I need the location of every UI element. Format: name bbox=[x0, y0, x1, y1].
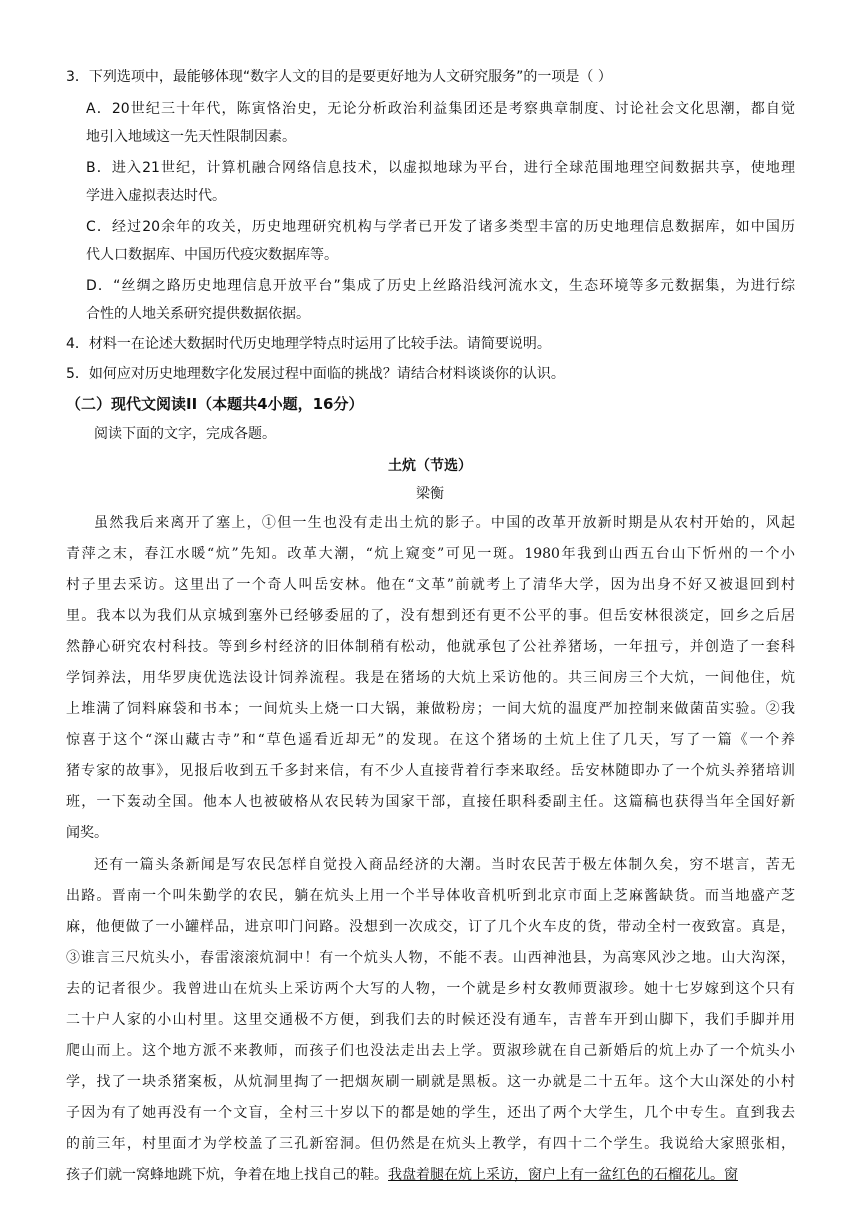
article-underlined-text: 我盘着腿在炕上采访，窗户上有一盆红色的石榴花儿。窗 bbox=[388, 1167, 738, 1183]
article-paragraph-2-line: 爬山而上。这个地方派不来教师，而孩子们也没法走出去上学。贾淑珍就在自己新婚后的炕上办了一个炕头小 bbox=[66, 1043, 795, 1059]
question-3-option-a: A．20世纪三十年代，陈寅恪治史，无论分析政治利益集团还是考察典章制度、讨论社会文化思潮，都自觉 bbox=[86, 101, 795, 117]
section-instruction: 阅读下面的文字，完成各题。 bbox=[94, 426, 276, 442]
question-3-option-b: B．进入21世纪，计算机融合网络信息技术，以虚拟地球为平台，进行全球范围地理空间数据共享，使地理 bbox=[86, 160, 795, 176]
question-3-option-d: D．“丝绸之路历史地理信息开放平台”集成了历史上丝路沿线河流水文，生态环境等多元数据集，为进行综 bbox=[86, 278, 795, 294]
question-4: 4．材料一在论述大数据时代历史地理学特点时运用了比较手法。请简要说明。 bbox=[66, 336, 551, 352]
article-paragraph-2-line: 子因为有了她再没有一个文盲，全村三十岁以下的都是她的学生，还出了两个大学生，几个中专生。直到我去 bbox=[66, 1105, 795, 1121]
question-3-option-a-cont: 地引入地域这一先天性限制因素。 bbox=[86, 129, 296, 145]
article-paragraph-2-line: 还有一篇头条新闻是写农民怎样自觉投入商品经济的大潮。当时农民苦于极左体制久矣，穷不堪言，苦无 bbox=[94, 857, 795, 873]
question-3-stem: 3．下列选项中，最能够体现“数字人文的目的是要更好地为人文研究服务”的一项是（ ） bbox=[66, 69, 612, 85]
article-paragraph-1-line: 惊喜于这个“深山藏古寺”和“草色遥看近却无”的发现。在这个猪场的土炕上住了几天，写了一篇《一个养 bbox=[66, 732, 795, 748]
article-paragraph-1-line: 上堆满了饲料麻袋和书本；一间炕头上烧一口大锅，兼做粉房；一间大炕的温度严加控制来做菌苗实验。②我 bbox=[66, 701, 795, 717]
article-paragraph-2-line: 麻，他便做了一小罐样品，进京叩门问路。没想到一次成交，订了几个火车皮的货，带动全村一夜致富。真是， bbox=[66, 919, 795, 935]
article-paragraph-2-line: 学，找了一块杀猪案板，从炕洞里掏了一把烟灰刷一刷就是黑板。这一办就是二十五年。这个大山深处的小村 bbox=[66, 1074, 795, 1090]
question-3-option-c-cont: 代人口数据库、中国历代疫灾数据库等。 bbox=[86, 247, 338, 263]
question-3-option-c: C．经过20余年的攻关，历史地理研究机构与学者已开发了诸多类型丰富的历史地理信息数据库，如中国历 bbox=[86, 219, 795, 235]
article-paragraph-1-line: 班，一下轰动全国。他本人也被破格从农民转为国家干部，直接任职科委副主任。这篇稿也获得当年全国好新 bbox=[66, 794, 795, 810]
article-paragraph-1-line: 猪专家的故事》，见报后收到五千多封来信，有不少人直接背着行李来取经。岳安林随即办了一个炕头养猪培训 bbox=[66, 763, 795, 779]
question-5: 5．如何应对历史地理数字化发展过程中面临的挑战？请结合材料谈谈你的认识。 bbox=[66, 366, 565, 382]
article-paragraph-1-line: 虽然我后来离开了塞上，①但一生也没有走出土炕的影子。中国的改革开放新时期是从农村开始的，风起 bbox=[94, 515, 795, 531]
article-paragraph-2-last-line bbox=[66, 1165, 795, 1185]
article-paragraph-1-line: 然静心研究农村科技。等到乡村经济的旧体制稍有松动，他就承包了公社养猪场，一年扭亏，并创造了一套科 bbox=[66, 639, 795, 655]
article-title: 土炕（节选） bbox=[388, 458, 472, 474]
section-heading: （二）现代文阅读II（本题共4小题，16分） bbox=[66, 395, 364, 413]
question-3-option-b-cont: 学进入虚拟表达时代。 bbox=[86, 188, 226, 204]
article-paragraph-1-line: 村子里去采访。这里出了一个奇人叫岳安林。他在“文革”前就考上了清华大学，因为出身不好又被退回到村 bbox=[66, 577, 795, 593]
article-paragraph-2-line: 二十户人家的小山村里。这里交通极不方便，到我们去的时候还没有通车，吉普车开到山脚下，我们手脚并用 bbox=[66, 1012, 795, 1028]
article-paragraph-1-line: 里。我本以为我们从京城到塞外已经够委屈的了，没有想到还有更不公平的事。但岳安林很淡定，回乡之后居 bbox=[66, 608, 795, 624]
article-paragraph-2-line: 出路。晋南一个叫朱勤学的农民，躺在炕头上用一个半导体收音机听到北京市面上芝麻酱缺货。而当地盛产芝 bbox=[66, 888, 795, 904]
article-paragraph-2-line: ③谁言三尺炕头小，春雷滚滚炕洞中！有一个炕头人物，不能不表。山西神池县，为高寒风沙之地。山大沟深， bbox=[66, 950, 795, 966]
article-plain-text: 孩子们就一窝蜂地跳下炕，争着在地上找自己的鞋。 bbox=[66, 1167, 388, 1183]
question-3-option-d-cont: 合性的人地关系研究提供数据依据。 bbox=[86, 306, 310, 322]
article-paragraph-2-line: 的前三年，村里面才为学校盖了三孔新窑洞。但仍然是在炕头上教学，有四十二个学生。我说给大家照张相， bbox=[66, 1136, 795, 1152]
article-paragraph-1-line: 闻奖。 bbox=[66, 825, 108, 841]
article-paragraph-2-line: 去的记者很少。我曾进山在炕头上采访两个大写的人物，一个就是乡村女教师贾淑珍。她十七岁嫁到这个只有 bbox=[66, 981, 795, 997]
article-author: 梁衡 bbox=[416, 486, 444, 502]
article-paragraph-1-line: 学饲养法，用华罗庚优选法设计饲养流程。我是在猪场的大炕上采访他的。共三间房三个大炕，一间他住，炕 bbox=[66, 670, 795, 686]
article-paragraph-1-line: 青萍之末，春江水暖“炕”先知。改革大潮，“炕上窥变”可见一斑。1980年我到山西五台山下忻州的一个小 bbox=[66, 546, 795, 562]
